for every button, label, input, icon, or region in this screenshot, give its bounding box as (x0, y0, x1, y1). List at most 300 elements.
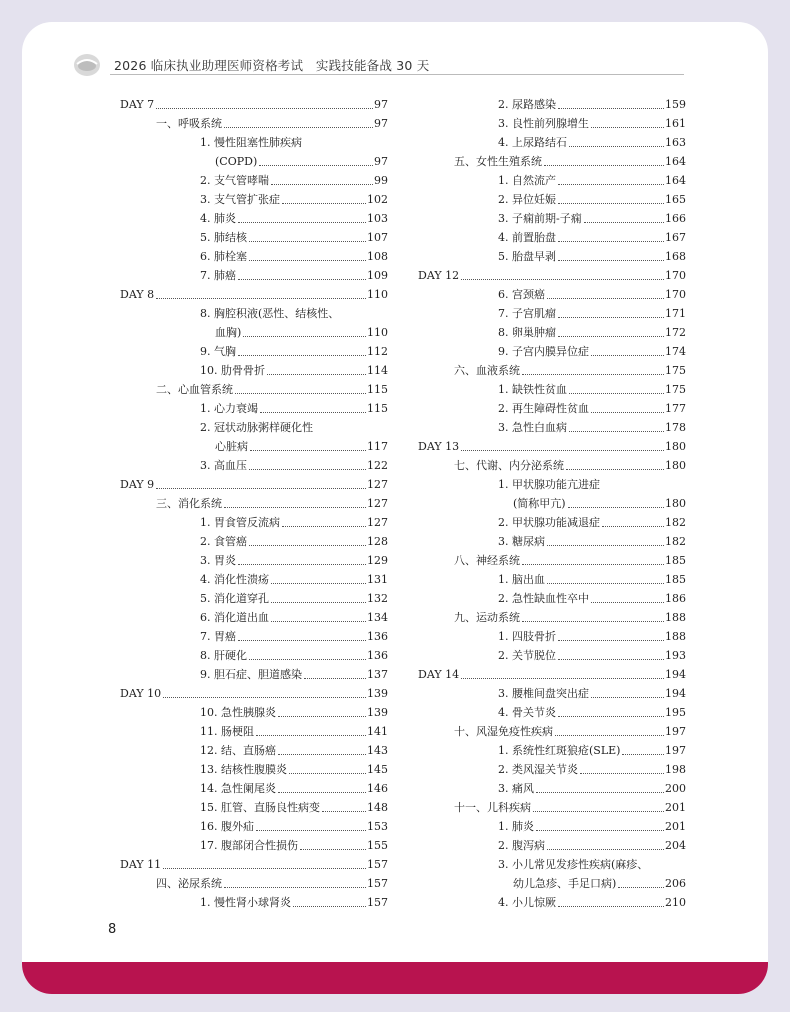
toc-entry-label: 5. 胎盘早剥 (498, 250, 556, 263)
toc-entry-label: 4. 小儿惊厥 (498, 896, 556, 909)
toc-entry (120, 437, 388, 456)
toc-entry-label: 3. 支气管扩张症 (200, 193, 280, 206)
toc-entry-label: 三、消化系统 (156, 497, 222, 510)
toc-entry (418, 665, 686, 684)
toc-entry-page: 182 (665, 535, 686, 548)
toc-entry (120, 266, 388, 285)
toc-entry-page: 193 (665, 649, 686, 662)
toc-entry (418, 551, 686, 570)
toc-entry (120, 627, 388, 646)
toc-entry (120, 893, 388, 912)
toc-entry (418, 874, 686, 893)
toc-entry-page: 109 (367, 269, 388, 282)
toc-entry-page: 132 (367, 592, 388, 605)
toc-entry-label: 9. 气胸 (200, 345, 236, 358)
toc-entry (418, 893, 686, 912)
toc-entry (418, 418, 686, 437)
footer-band (22, 962, 768, 994)
dot-leader (558, 203, 664, 204)
toc-entry-label: 1. 甲状腺功能亢进症 (498, 478, 600, 491)
toc-entry (120, 513, 388, 532)
toc-entry-label: 8. 胸腔积液(恶性、结核性、 (200, 307, 340, 320)
toc-entry-label: 8. 肝硬化 (200, 649, 247, 662)
toc-entry-label: 6. 肺栓塞 (200, 250, 247, 263)
toc-entry (418, 437, 686, 456)
dot-leader (224, 887, 366, 888)
toc-entry-label: 6. 宫颈癌 (498, 288, 545, 301)
dot-leader (558, 906, 664, 907)
toc-entry (418, 532, 686, 551)
toc-entry-page: 146 (367, 782, 388, 795)
toc-entry-label: 四、泌尿系统 (156, 877, 222, 890)
header-divider (110, 74, 684, 75)
toc-entry-label: 3. 胃炎 (200, 554, 236, 567)
toc-entry-page: 117 (367, 440, 388, 453)
toc-entry (418, 266, 686, 285)
toc-entry (418, 190, 686, 209)
dot-leader (584, 222, 664, 223)
toc-entry-page: 175 (665, 383, 686, 396)
toc-entry-page: 195 (665, 706, 686, 719)
dot-leader (558, 317, 664, 318)
toc-entry (418, 152, 686, 171)
toc-entry-label: 4. 肺炎 (200, 212, 236, 225)
toc-entry (120, 133, 388, 152)
toc-entry-label: 17. 腹部闭合性损伤 (200, 839, 298, 852)
toc-entry (418, 798, 686, 817)
dot-leader (163, 868, 366, 869)
toc-entry (120, 551, 388, 570)
toc-entry-page: 128 (367, 535, 388, 548)
toc-entry-page: 206 (665, 877, 686, 890)
toc-entry (418, 760, 686, 779)
toc-entry-page: 99 (374, 174, 388, 187)
toc-entry (418, 779, 686, 798)
dot-leader (300, 849, 366, 850)
toc-entry-page: 178 (665, 421, 686, 434)
dot-leader (569, 146, 664, 147)
toc-entry-page: 110 (367, 288, 388, 301)
toc-entry-label: DAY 10 (120, 687, 162, 700)
dot-leader (271, 184, 373, 185)
toc-entry-label: 2. 再生障碍性贫血 (498, 402, 589, 415)
toc-entry-label: 幼儿急疹、手足口病) (513, 877, 617, 890)
dot-leader (163, 697, 366, 698)
toc-entry-page: 166 (665, 212, 686, 225)
toc-entry (418, 361, 686, 380)
toc-entry-label: 10. 肋骨骨折 (200, 364, 265, 377)
toc-entry-page: 155 (367, 839, 388, 852)
toc-entry-label: 7. 子宫肌瘤 (498, 307, 556, 320)
toc-entry (120, 361, 388, 380)
toc-entry-label: (简称甲亢) (513, 497, 566, 510)
toc-entry-label: 3. 急性白血病 (498, 421, 567, 434)
toc-entry-page: 177 (665, 402, 686, 415)
dot-leader (536, 830, 664, 831)
dot-leader (238, 222, 366, 223)
toc-entry-page: 172 (665, 326, 686, 339)
toc-entry-page: 97 (374, 155, 388, 168)
toc-entry (120, 532, 388, 551)
toc-entry (418, 209, 686, 228)
toc-entry (120, 285, 388, 304)
dot-leader (293, 906, 366, 907)
toc-entry (418, 836, 686, 855)
dot-leader (522, 621, 664, 622)
toc-entry-label: 九、运动系统 (454, 611, 520, 624)
dot-leader (558, 108, 664, 109)
toc-entry-label: 3. 高血压 (200, 459, 247, 472)
toc-entry-label: DAY 9 (120, 478, 155, 491)
toc-entry-page: 134 (367, 611, 388, 624)
toc-entry (120, 798, 388, 817)
dot-leader (558, 336, 664, 337)
toc-entry (120, 817, 388, 836)
dot-leader (243, 336, 366, 337)
dot-leader (304, 678, 366, 679)
toc-entry (418, 722, 686, 741)
dot-leader (558, 716, 664, 717)
toc-entry-label: DAY 8 (120, 288, 155, 301)
dot-leader (256, 735, 366, 736)
toc-entry (120, 741, 388, 760)
toc-entry-page: 97 (374, 98, 388, 111)
toc-entry (120, 608, 388, 627)
toc-entry (120, 152, 388, 171)
toc-entry-page: 171 (665, 307, 686, 320)
toc-entry (418, 304, 686, 323)
dot-leader (256, 830, 366, 831)
dot-leader (267, 374, 366, 375)
toc-entry-page: 112 (367, 345, 388, 358)
toc-entry-page: 194 (665, 687, 686, 700)
toc-entry-page: 167 (665, 231, 686, 244)
toc-entry-page: 174 (665, 345, 686, 358)
toc-entry-page: 170 (665, 288, 686, 301)
toc-entry-label: 1. 自然流产 (498, 174, 556, 187)
toc-entry (418, 342, 686, 361)
toc-entry-page: 185 (665, 554, 686, 567)
toc-entry-label: 六、血液系统 (454, 364, 520, 377)
publisher-logo-icon (72, 50, 102, 80)
toc-entry-page: 170 (665, 269, 686, 282)
dot-leader (547, 545, 664, 546)
dot-leader (249, 260, 366, 261)
toc-entry-label: 8. 卵巢肿瘤 (498, 326, 556, 339)
toc-entry (120, 855, 388, 874)
dot-leader (547, 298, 664, 299)
dot-leader (569, 431, 664, 432)
toc-entry-label: 3. 痛风 (498, 782, 534, 795)
toc-entry-page: 127 (367, 478, 388, 491)
dot-leader (289, 773, 366, 774)
toc-entry-label: 1. 脑出血 (498, 573, 545, 586)
dot-leader (249, 545, 366, 546)
toc-entry-page: 157 (367, 896, 388, 909)
toc-entry (418, 285, 686, 304)
toc-entry (418, 95, 686, 114)
toc-entry-label: 16. 腹外疝 (200, 820, 254, 833)
toc-entry (120, 475, 388, 494)
toc-entry-label: 3. 子痫前期-子痫 (498, 212, 582, 225)
toc-entry-page: 137 (367, 668, 388, 681)
toc-entry-page: 164 (665, 174, 686, 187)
dot-leader (622, 754, 664, 755)
toc-entry-label: 2. 关节脱位 (498, 649, 556, 662)
dot-leader (278, 716, 366, 717)
dot-leader (235, 393, 366, 394)
dot-leader (271, 621, 366, 622)
toc-entry (418, 855, 686, 874)
dot-leader (461, 678, 664, 679)
toc-entry-label: (COPD) (215, 155, 258, 168)
dot-leader (224, 507, 366, 508)
toc-entry-label: 4. 前置胎盘 (498, 231, 556, 244)
dot-leader (580, 773, 664, 774)
toc-entry-label: 2. 异位妊娠 (498, 193, 556, 206)
dot-leader (156, 488, 366, 489)
toc-entry-label: 2. 急性缺血性卒中 (498, 592, 589, 605)
toc-entry-page: 136 (367, 649, 388, 662)
toc-entry-page: 188 (665, 611, 686, 624)
dot-leader (547, 583, 664, 584)
toc-entry-label: 4. 上尿路结石 (498, 136, 567, 149)
toc-entry (418, 456, 686, 475)
toc-entry-label: 12. 结、直肠癌 (200, 744, 276, 757)
toc-entry-page: 164 (665, 155, 686, 168)
toc-entry (120, 380, 388, 399)
toc-entry (120, 418, 388, 437)
dot-leader (282, 526, 366, 527)
page-number: 8 (108, 922, 117, 937)
toc-entry (120, 323, 388, 342)
toc-entry-label: 9. 子宫内膜异位症 (498, 345, 589, 358)
toc-entry-label: 2. 食管癌 (200, 535, 247, 548)
toc-entry-page: 131 (367, 573, 388, 586)
dot-leader (461, 279, 664, 280)
toc-entry-page: 115 (367, 383, 388, 396)
toc-entry (120, 114, 388, 133)
toc-entry (418, 646, 686, 665)
dot-leader (250, 450, 366, 451)
toc-entry-label: 1. 心力衰竭 (200, 402, 258, 415)
toc-entry-label: 5. 肺结核 (200, 231, 247, 244)
toc-entry-label: 11. 肠梗阻 (200, 725, 254, 738)
dot-leader (566, 469, 664, 470)
toc-entry (120, 836, 388, 855)
toc-entry (120, 209, 388, 228)
toc-entry (418, 475, 686, 494)
toc-entry (120, 304, 388, 323)
toc-entry-label: 2. 甲状腺功能减退症 (498, 516, 600, 529)
toc-entry-label: 2. 冠状动脉粥样硬化性 (200, 421, 313, 434)
toc-entry-page: 114 (367, 364, 388, 377)
toc-entry-label: 4. 骨关节炎 (498, 706, 556, 719)
toc-entry-page: 180 (665, 459, 686, 472)
dot-leader (591, 127, 664, 128)
toc-entry-page: 108 (367, 250, 388, 263)
toc-entry-page: 201 (665, 801, 686, 814)
toc-entry-label: 2. 支气管哮喘 (200, 174, 269, 187)
toc-entry-page: 185 (665, 573, 686, 586)
dot-leader (602, 526, 664, 527)
toc-entry (120, 570, 388, 589)
toc-entry-page: 148 (367, 801, 388, 814)
toc-entry-page: 139 (367, 687, 388, 700)
dot-leader (591, 697, 664, 698)
toc-entry-label: 二、心血管系统 (156, 383, 233, 396)
dot-leader (238, 355, 366, 356)
toc-entry (418, 247, 686, 266)
toc-entry-page: 194 (665, 668, 686, 681)
toc-entry-page: 115 (367, 402, 388, 415)
toc-entry-page: 161 (665, 117, 686, 130)
toc-entry-label: DAY 7 (120, 98, 155, 111)
toc-entry-label: DAY 14 (418, 668, 460, 681)
toc-entry (418, 133, 686, 152)
dot-leader (278, 754, 366, 755)
toc-entry-page: 197 (665, 725, 686, 738)
toc-entry (418, 114, 686, 133)
toc-right-column (418, 95, 686, 912)
toc-entry-page: 168 (665, 250, 686, 263)
document-page (22, 22, 768, 994)
toc-entry-page: 127 (367, 497, 388, 510)
toc-entry (120, 171, 388, 190)
toc-entry-label: DAY 11 (120, 858, 162, 871)
toc-entry (120, 703, 388, 722)
toc-entry-label: 5. 消化道穿孔 (200, 592, 269, 605)
toc-entry-page: 198 (665, 763, 686, 776)
toc-entry (418, 703, 686, 722)
toc-entry-page: 159 (665, 98, 686, 111)
toc-entry (120, 190, 388, 209)
toc-entry-label: 13. 结核性腹膜炎 (200, 763, 287, 776)
toc-entry (418, 380, 686, 399)
dot-leader (522, 564, 664, 565)
toc-entry (120, 760, 388, 779)
toc-entry-page: 157 (367, 877, 388, 890)
toc-entry-label: 10. 急性胰腺炎 (200, 706, 276, 719)
toc-entry (120, 684, 388, 703)
dot-leader (522, 374, 664, 375)
dot-leader (558, 640, 664, 641)
dot-leader (260, 412, 366, 413)
toc-entry-label: 心脏病 (215, 440, 248, 453)
toc-entry-page: 165 (665, 193, 686, 206)
toc-entry (418, 817, 686, 836)
dot-leader (547, 849, 664, 850)
toc-entry-page: 186 (665, 592, 686, 605)
toc-entry-page: 143 (367, 744, 388, 757)
toc-entry-page: 153 (367, 820, 388, 833)
toc-entry (120, 779, 388, 798)
toc-entry-label: 2. 腹泻病 (498, 839, 545, 852)
toc-entry-label: 4. 消化性溃疡 (200, 573, 269, 586)
toc-entry-page: 188 (665, 630, 686, 643)
toc-entry (120, 646, 388, 665)
toc-entry (418, 513, 686, 532)
toc-entry-label: 一、呼吸系统 (156, 117, 222, 130)
dot-leader (568, 507, 664, 508)
toc-entry-page: 204 (665, 839, 686, 852)
toc-entry (120, 247, 388, 266)
toc-entry-label: 6. 消化道出血 (200, 611, 269, 624)
toc-entry (120, 399, 388, 418)
dot-leader (558, 260, 664, 261)
toc-entry (120, 722, 388, 741)
dot-leader (591, 602, 664, 603)
dot-leader (238, 640, 366, 641)
dot-leader (591, 355, 664, 356)
toc-entry-page: 141 (367, 725, 388, 738)
toc-entry-label: 15. 肛管、直肠良性病变 (200, 801, 320, 814)
toc-entry-label: 十一、儿科疾病 (454, 801, 531, 814)
toc-entry (120, 874, 388, 893)
toc-entry-page: 127 (367, 516, 388, 529)
toc-entry (120, 665, 388, 684)
toc-entry-label: 14. 急性阑尾炎 (200, 782, 276, 795)
toc-entry (120, 589, 388, 608)
dot-leader (544, 165, 664, 166)
toc-entry-page: 122 (367, 459, 388, 472)
toc-entry-label: 9. 胆石症、胆道感染 (200, 668, 302, 681)
toc-entry (120, 494, 388, 513)
dot-leader (156, 108, 373, 109)
toc-entry-label: 1. 肺炎 (498, 820, 534, 833)
toc-entry-page: 107 (367, 231, 388, 244)
toc-entry-label: 七、代谢、内分泌系统 (454, 459, 564, 472)
toc-entry-label: 1. 慢性肾小球肾炎 (200, 896, 291, 909)
dot-leader (461, 450, 664, 451)
dot-leader (224, 127, 373, 128)
toc-entry-label: 十、风湿免疫性疾病 (454, 725, 553, 738)
toc-entry-page: 136 (367, 630, 388, 643)
toc-entry-page: 145 (367, 763, 388, 776)
dot-leader (271, 602, 366, 603)
dot-leader (322, 811, 366, 812)
toc-entry-page: 129 (367, 554, 388, 567)
toc-entry (418, 494, 686, 513)
toc-entry (418, 589, 686, 608)
toc-entry (120, 342, 388, 361)
toc-entry (418, 570, 686, 589)
dot-leader (569, 393, 664, 394)
toc-entry-label: 3. 小儿常见发疹性疾病(麻疹、 (498, 858, 649, 871)
toc-entry-label: 3. 良性前列腺增生 (498, 117, 589, 130)
dot-leader (278, 792, 366, 793)
toc-entry-label: 1. 系统性红斑狼疮(SLE) (498, 744, 621, 757)
dot-leader (271, 583, 366, 584)
dot-leader (238, 564, 366, 565)
toc-entry (418, 323, 686, 342)
toc-entry-page: 180 (665, 440, 686, 453)
dot-leader (249, 659, 366, 660)
toc-entry-label: 1. 胃食管反流病 (200, 516, 280, 529)
toc-entry-page: 200 (665, 782, 686, 795)
dot-leader (533, 811, 664, 812)
toc-entry-label: 7. 胃癌 (200, 630, 236, 643)
dot-leader (259, 165, 373, 166)
toc-entry (418, 171, 686, 190)
toc-entry-page: 197 (665, 744, 686, 757)
dot-leader (618, 887, 664, 888)
toc-entry-label: 7. 肺癌 (200, 269, 236, 282)
toc-entry-page: 139 (367, 706, 388, 719)
toc-entry-label: DAY 13 (418, 440, 460, 453)
toc-entry (418, 627, 686, 646)
toc-entry-page: 175 (665, 364, 686, 377)
